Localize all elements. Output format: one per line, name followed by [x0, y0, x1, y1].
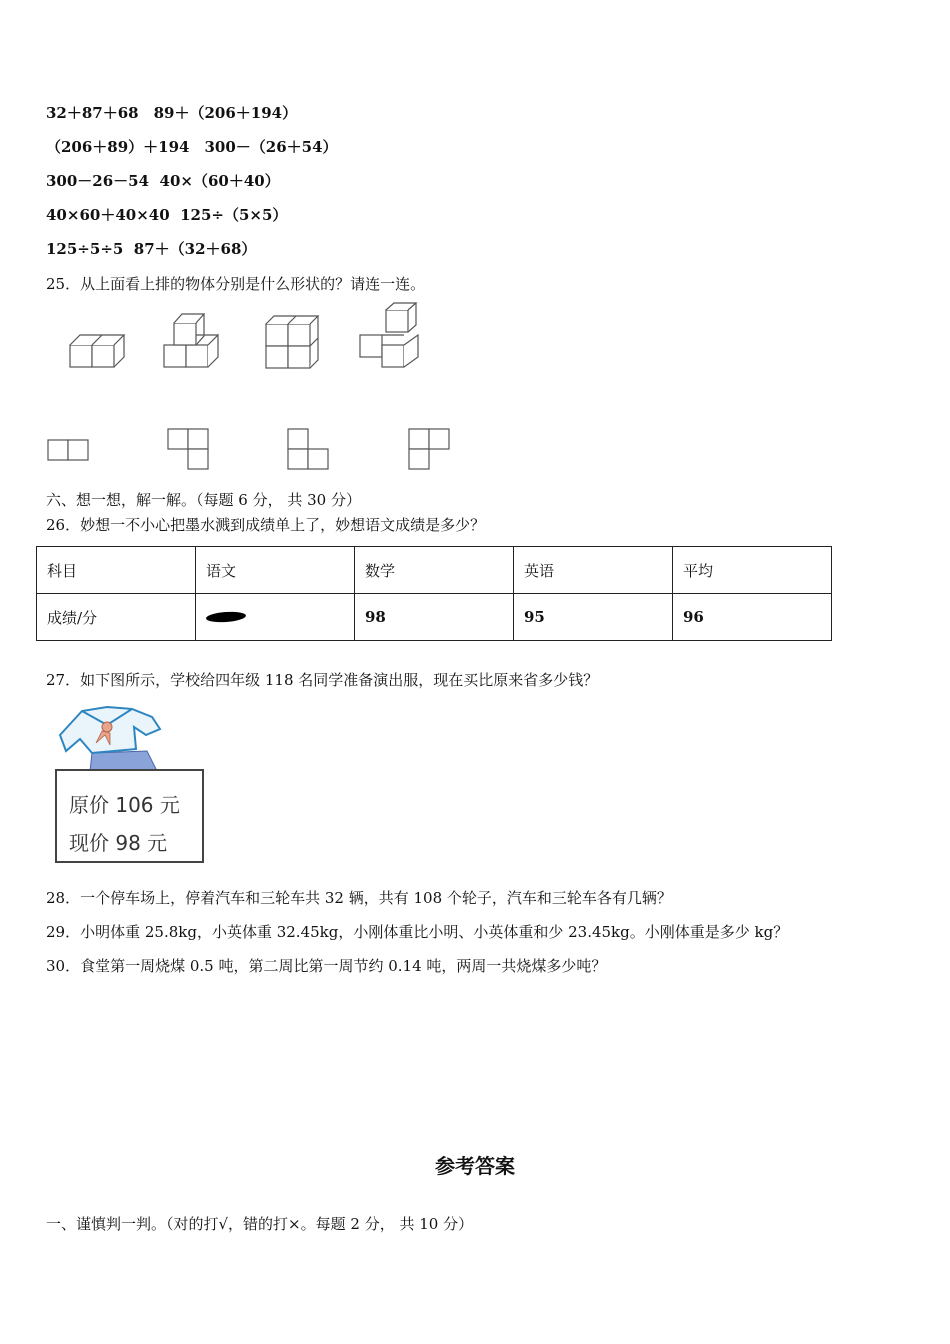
- price-box: [55, 769, 204, 863]
- table-header-row: [37, 547, 832, 594]
- header-chinese: 语文: [196, 547, 355, 594]
- cube-figure-3: [266, 316, 318, 368]
- question-28: 28．一个停车场上，停着汽车和三轮车共 32 辆，共有 108 个轮子，汽车和三轮车各有几辆？: [46, 889, 672, 907]
- current-price: 现价 98 元: [69, 831, 168, 855]
- calc-line-4: 40×60＋40×40 125÷（5×5）: [46, 206, 288, 224]
- original-price: 原价 106 元: [69, 793, 180, 817]
- calc-line-5: 125÷5÷5 87＋（32＋68）: [46, 240, 257, 258]
- view-shape-4: [409, 429, 449, 469]
- row-label: 成绩/分: [37, 594, 196, 641]
- chinese-score-ink-blot: [196, 594, 355, 641]
- cube-figure-1: [70, 335, 124, 367]
- average-score: 96: [673, 594, 832, 641]
- header-subject: 科目: [37, 547, 196, 594]
- calc-line-1: 32＋87＋68 89＋（206＋194）: [46, 104, 298, 122]
- calc-line-3: 300－26－54 40×（60＋40）: [46, 172, 280, 190]
- answer-section-1: 一、谨慎判一判。（对的打√，错的打×。每题 2 分， 共 10 分）: [46, 1215, 474, 1233]
- question-29: 29．小明体重 25.8kg，小英体重 32.45kg，小刚体重比小明、小英体重和少 23.45kg。小刚体重是多少 kg？: [46, 923, 789, 941]
- question-27: 27．如下图所示，学校给四年级 118 名同学准备演出服，现在买比原来省多少钱？: [46, 671, 599, 689]
- header-math: 数学: [355, 547, 514, 594]
- english-score: 95: [514, 594, 673, 641]
- question-30: 30．食堂第一周烧煤 0.5 吨，第二周比第一周节约 0.14 吨，两周一共烧煤多少吨？: [46, 957, 607, 975]
- header-average: 平均: [673, 547, 832, 594]
- cube-figures-row: [60, 300, 440, 380]
- question-26: 26．妙想一不小心把墨水溅到成绩单上了，妙想语文成绩是多少？: [46, 516, 486, 534]
- header-english: 英语: [514, 547, 673, 594]
- top-view-shapes-row: [40, 420, 470, 480]
- question-25: 25．从上面看上排的物体分别是什么形状的？请连一连。: [46, 275, 426, 293]
- cube-figure-4: [360, 303, 418, 367]
- section-6-heading: 六、想一想，解一解。（每题 6 分， 共 30 分）: [46, 491, 361, 509]
- view-shape-1: [48, 440, 88, 460]
- table-score-row: [37, 594, 832, 641]
- math-score: 98: [355, 594, 514, 641]
- view-shape-2: [168, 429, 208, 469]
- costume-illustration: [52, 703, 167, 771]
- score-table: [36, 546, 832, 641]
- cube-figure-2: [164, 314, 218, 367]
- ink-blot-icon: [206, 611, 247, 624]
- view-shape-3: [288, 429, 328, 469]
- answer-heading: 参考答案: [435, 1154, 515, 1178]
- calc-line-2: （206＋89）＋194 300－（26＋54）: [46, 138, 338, 156]
